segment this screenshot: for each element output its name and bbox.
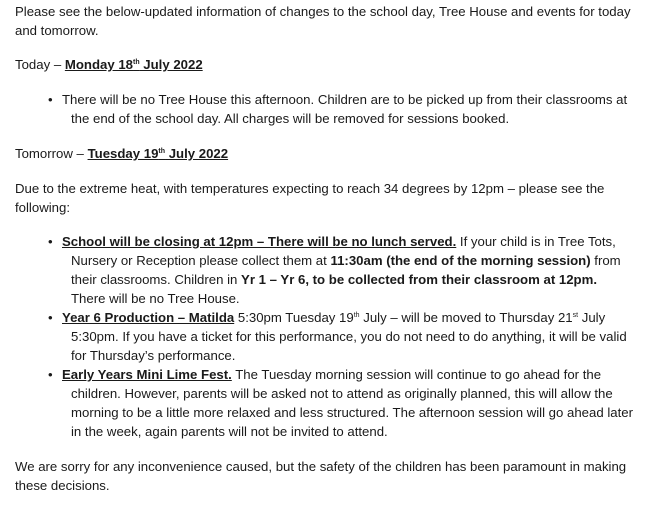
production-text-1: 5:30pm Tuesday 19 [234, 310, 354, 325]
today-day: Monday 18 [64, 57, 134, 72]
today-item-text: There will be no Tree House this afternoon. Children are to be picked up from their classrooms at the end of the school day. All charges will be removed for sessions booked. [62, 92, 628, 126]
closing-text-1: If your child is in Tree Tots, Nursery or Reception please collect them at [71, 234, 616, 268]
list-item [15, 232, 634, 308]
tomorrow-day-suffix: th [158, 148, 166, 155]
production-sup-2: st [572, 312, 579, 319]
tomorrow-heading [15, 144, 634, 163]
closing-bold-2: Yr 1 – Yr 6, to be collected from their classroom at 12pm. [241, 272, 597, 287]
tomorrow-day: Tuesday 19 [87, 146, 159, 161]
list-item [15, 90, 634, 128]
closing-text-2: from their classrooms. Children in [71, 253, 621, 287]
production-sup-1: th [353, 312, 360, 319]
bullet-icon: • [48, 310, 53, 325]
list-item [15, 365, 634, 441]
today-month: July 2022 [139, 57, 203, 72]
heat-notice: Due to the extreme heat, with temperatures expecting to reach 34 degrees by 12pm – please see the following: [15, 181, 605, 215]
tomorrow-month: July 2022 [165, 146, 229, 161]
closing-title: School will be closing at 12pm – There will be no lunch served. [62, 234, 457, 249]
tomorrow-date [88, 146, 229, 161]
production-text-2: July – will be moved to Thursday 21 [359, 310, 573, 325]
bullet-icon: • [48, 367, 53, 382]
production-title: Year 6 Production – Matilda [62, 310, 235, 325]
today-day-suffix: th [133, 59, 140, 66]
today-heading [15, 55, 634, 74]
closing-paragraph: We are sorry for any inconvenience caused, but the safety of the children has been paramount in making these decisions. [15, 459, 627, 493]
bullet-icon: • [48, 234, 53, 249]
closing-bold-1: 11:30am (the end of the morning session) [330, 253, 591, 268]
bullet-icon: • [48, 92, 53, 107]
tomorrow-list [15, 232, 634, 441]
today-prefix: Today – [15, 57, 65, 72]
lime-fest-text: The Tuesday morning session will continue to go ahead for the children. However, parents will be asked not to attend as originally planned, this will allow the morning to be a little more relaxed and less structured. The afternoon session will go ahead later in the week, again parents will not be invited to attend. [71, 367, 634, 439]
list-item [15, 308, 634, 365]
lime-fest-title: Early Years Mini Lime Fest. [62, 367, 232, 382]
closing-text-3: There will be no Tree House. [71, 291, 240, 306]
tomorrow-prefix: Tomorrow – [15, 146, 88, 161]
today-date [65, 57, 203, 72]
intro-paragraph: Please see the below-updated information of changes to the school day, Tree House and events for today and tomorrow. [15, 4, 631, 38]
production-text-3: July 5:30pm. If you have a ticket for this performance, you do not need to do anything, it will be valid for Thursday’s performance. [71, 310, 627, 363]
today-list [15, 90, 634, 128]
